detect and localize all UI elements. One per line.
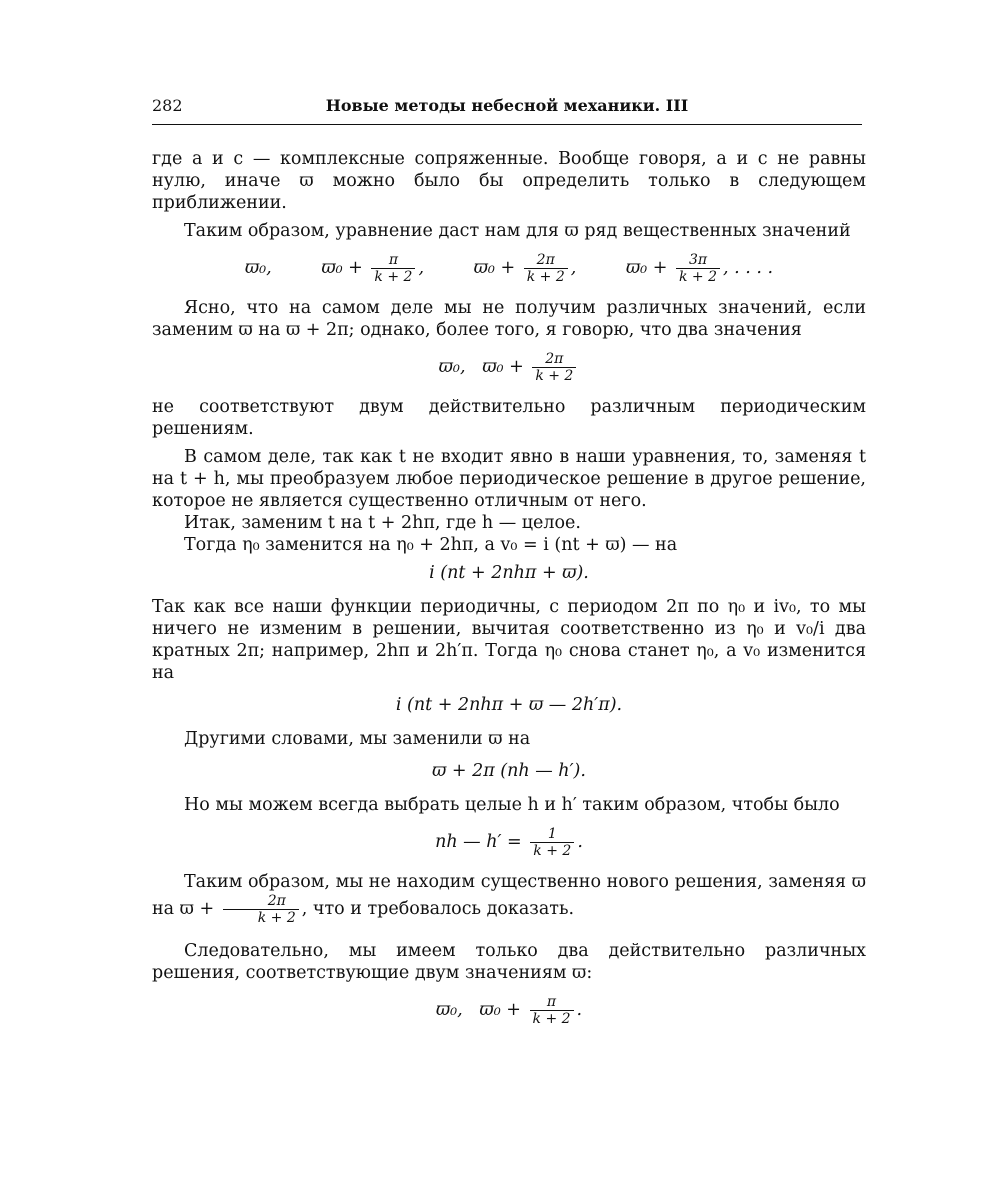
- series-term-2-tail: ,: [418, 258, 425, 278]
- series-term-4-tail: , . . . .: [723, 258, 774, 278]
- paragraph-11-text: Таким образом, мы не находим существенно нового решения, заменяя ϖ на ϖ +: [152, 872, 866, 919]
- series-term-3-tail: ,: [570, 258, 577, 278]
- nh-equation-lead: nh — h′ =: [435, 832, 522, 852]
- equation-shift: i (nt + 2nhπ + ϖ).: [429, 563, 589, 583]
- series-term-3-lead: ϖ₀ +: [473, 258, 516, 278]
- fraction-denominator: k + 2: [532, 1011, 571, 1027]
- fraction-denominator: k + 2: [533, 843, 572, 859]
- pair-value-2-lead: ϖ₀ +: [482, 357, 524, 377]
- paragraph-12: Следовательно, мы имеем только два действительно различных решения, соответствующие двум значениям ϖ:: [152, 941, 866, 983]
- paragraph-2: Таким образом, уравнение даст нам для ϖ ряд вещественных значений: [184, 221, 851, 241]
- paragraph-1: где a и c — комплексные сопряженные. Вообще говоря, a и c не равны нулю, иначе ϖ можно было бы определить только в следующем приближении.: [152, 149, 866, 213]
- paragraph-9: Другими словами, мы заменили ϖ на: [184, 729, 531, 749]
- fraction-denominator: k + 2: [374, 269, 413, 285]
- final-value-2-lead: ϖ₀ +: [479, 1000, 521, 1020]
- running-title: Новые методы небесной механики. III: [325, 96, 689, 115]
- series-term-3: [473, 252, 582, 285]
- fraction-denominator: k + 2: [535, 368, 574, 384]
- series-term-4: [625, 252, 774, 285]
- paragraph-4: не соответствуют двум действительно различным периодическим решениям.: [152, 397, 866, 439]
- fraction-numerator: 3π: [676, 252, 720, 269]
- page-header: [152, 96, 862, 125]
- fraction: [532, 351, 576, 384]
- equation-nh: [152, 826, 866, 859]
- fraction-denominator: k + 2: [526, 269, 565, 285]
- pair-value-1: ϖ₀,: [438, 357, 466, 377]
- fraction-numerator: 2π: [524, 252, 568, 269]
- nh-equation-tail: .: [577, 832, 583, 852]
- page-body: [152, 148, 866, 1039]
- equation-shift-2: i (nt + 2nhπ + ϖ — 2h′π).: [395, 695, 623, 715]
- fraction-numerator: 2π: [532, 351, 576, 368]
- fraction-numerator: 1: [530, 826, 574, 843]
- fraction: [530, 826, 574, 859]
- series-term-1: ϖ₀,: [244, 258, 272, 278]
- fraction: [530, 994, 574, 1027]
- paragraph-3: Ясно, что на самом деле мы не получим различных значений, если заменим ϖ на ϖ + 2π; однако, более того, я говорю, что два значения: [152, 298, 866, 340]
- equation-final-pair: [152, 994, 866, 1027]
- fraction-numerator: π: [530, 994, 574, 1011]
- final-value-1: ϖ₀,: [435, 1000, 463, 1020]
- paragraph-8: Так как все наши функции периодичны, с периодом 2π по η₀ и iv₀, то мы ничего не изменим в решении, вычитая соответственно из η₀ и v₀/i два кратных 2π; например, 2hπ и 2h′π. Тогда η₀ снова станет η₀, а v₀ изменится на: [152, 597, 866, 683]
- final-value-tail: .: [576, 1000, 583, 1020]
- equation-series: [152, 252, 866, 285]
- paragraph-11: [152, 871, 866, 926]
- fraction: [524, 252, 568, 285]
- fraction-denominator: k + 2: [678, 269, 718, 285]
- paragraph-7: Тогда η₀ заменится на η₀ + 2hπ, а v₀ = i (nt + ϖ) — на: [184, 535, 678, 555]
- fraction-numerator: 2π: [223, 893, 299, 910]
- series-term-2: [321, 252, 429, 285]
- paragraph-10: Но мы можем всегда выбрать целые h и h′ таким образом, чтобы было: [184, 795, 840, 815]
- fraction: [371, 252, 415, 285]
- page-number: 282: [152, 96, 183, 115]
- series-term-4-lead: ϖ₀ +: [625, 258, 668, 278]
- fraction: [223, 893, 299, 926]
- paragraph-11-tail: , что и требовалось доказать.: [301, 899, 575, 919]
- fraction-denominator: k + 2: [257, 910, 296, 926]
- series-term-2-lead: ϖ₀ +: [321, 258, 363, 278]
- equation-pair-2pi: [152, 351, 866, 384]
- equation-replace: ϖ + 2π (nh — h′).: [432, 761, 586, 781]
- paragraph-6: Итак, заменим t на t + 2hπ, где h — целое.: [184, 513, 581, 533]
- fraction: [676, 252, 720, 285]
- paragraph-5: В самом деле, так как t не входит явно в наши уравнения, то, заменяя t на t + h, мы преобразуем любое периодическое решение в другое решение, которое не является существенно отличным от него.: [152, 447, 866, 511]
- fraction-numerator: π: [371, 252, 415, 269]
